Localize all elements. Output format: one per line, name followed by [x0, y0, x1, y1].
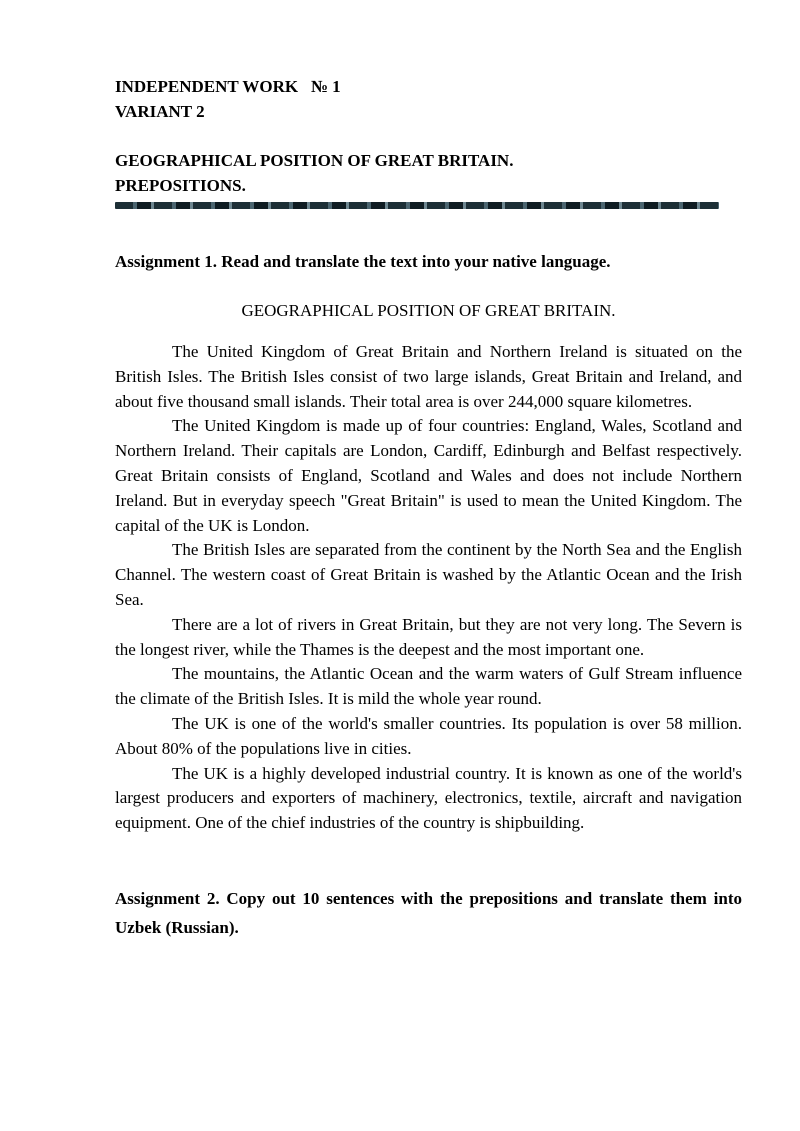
work-title: INDEPENDENT WORK № 1 [115, 77, 341, 96]
decorative-divider [115, 202, 719, 209]
paragraph: The UK is one of the world's smaller countries. Its population is over 58 million. About 80% of the populations live in cities. [115, 713, 742, 758]
topic-subtitle: PREPOSITIONS. [115, 176, 246, 195]
paragraph: There are a lot of rivers in Great Britain, but they are not very long. The Severn is the longest river, while the Thames is the deepest and the most important one. [115, 614, 742, 659]
document-page [115, 74, 742, 942]
variant-label: VARIANT 2 [115, 102, 205, 121]
topic-title: GEOGRAPHICAL POSITION OF GREAT BRITAIN. [115, 151, 514, 170]
paragraph: The United Kingdom of Great Britain and Northern Ireland is situated on the British Isles. The British Isles consist of two large islands, Great Britain and Ireland, and about five thousand small islands. Their total area is over 244,000 square kilometres. [115, 342, 742, 411]
assignment-2-instruction: Assignment 2. Copy out 10 sentences with the prepositions and translate them into Uzbek (Russian). [115, 888, 742, 937]
paragraph: The UK is a highly developed industrial country. It is known as one of the world's largest producers and exporters of machinery, electronics, textile, aircraft and navigation equipment. One of the chief industries of the country is shipbuilding. [115, 763, 742, 833]
reading-text [115, 340, 742, 836]
reading-text-title: GEOGRAPHICAL POSITION OF GREAT BRITAIN. [241, 301, 616, 320]
paragraph: The British Isles are separated from the continent by the North Sea and the English Channel. The western coast of Great Britain is washed by the Atlantic Ocean and the Irish Sea. [115, 540, 742, 609]
paragraph: The United Kingdom is made up of four countries: England, Wales, Scotland and Northern Ireland. Their capitals are London, Cardiff, Edinburgh and Belfast respectively. Great Britain consists of England, Scotland and Wales and does not include Northern Ireland. But in everyday speech "Great Britain" is used to mean the United Kingdom. The capital of the UK is London. [115, 416, 742, 535]
assignment-1-instruction: Assignment 1. Read and translate the text into your native language. [115, 252, 611, 271]
paragraph: The mountains, the Atlantic Ocean and the warm waters of Gulf Stream influence the climate of the British Isles. It is mild the whole year round. [115, 664, 742, 709]
